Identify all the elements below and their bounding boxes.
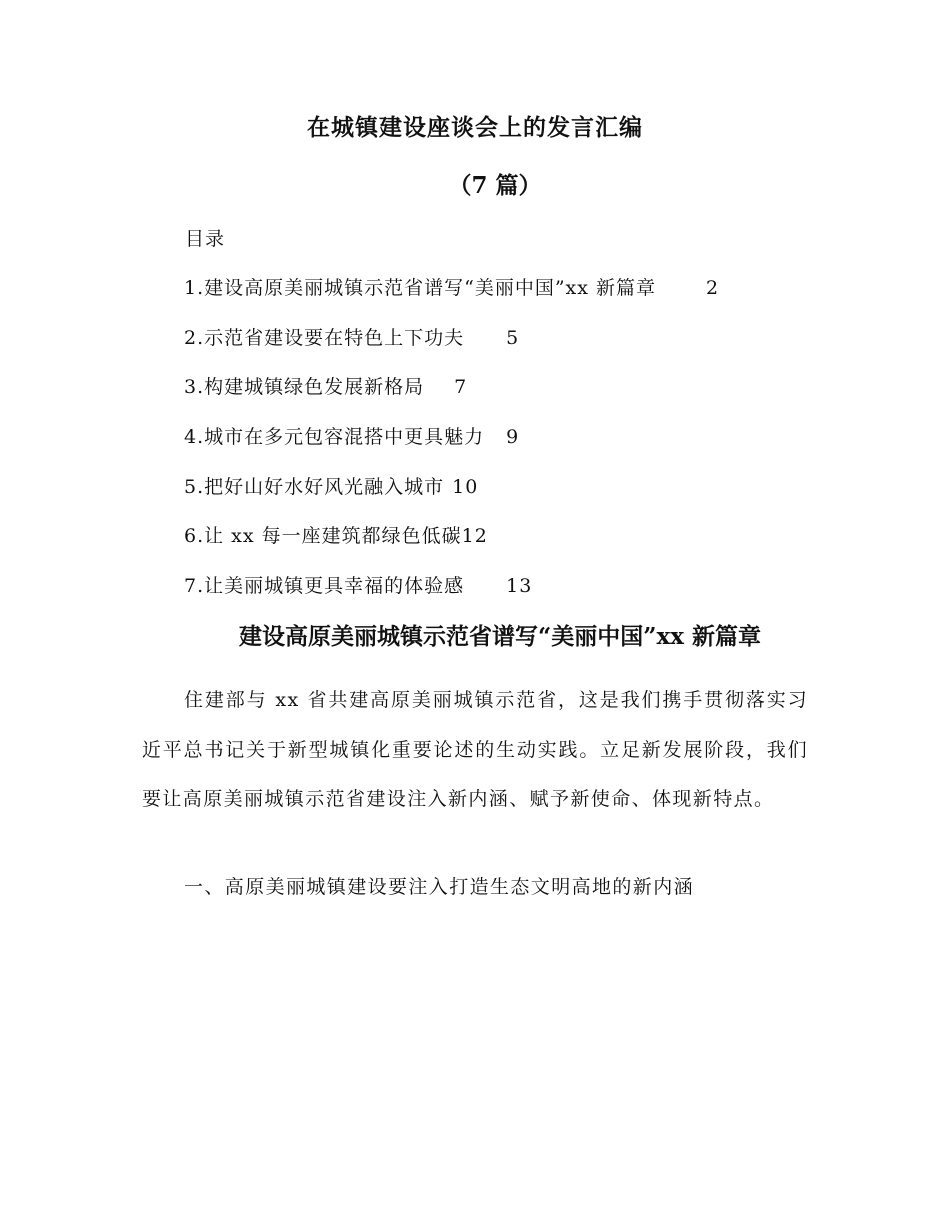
- toc-entry-title: 3.构建城镇绿色发展新格局: [184, 376, 425, 399]
- toc-entry-6: [184, 522, 719, 572]
- toc-entry-2: [184, 324, 719, 374]
- table-of-contents: [184, 274, 719, 622]
- document-subtitle: （7 篇）: [448, 172, 542, 199]
- toc-entry-4: [184, 423, 719, 473]
- toc-entry-page: 10: [452, 475, 479, 498]
- toc-entry-title: 2.示范省建设要在特色上下功夫: [184, 326, 465, 349]
- toc-entry-title: 5.把好山好水好风光融入城市: [184, 475, 445, 498]
- toc-entry-title: 4.城市在多元包容混搭中更具魅力: [184, 426, 485, 449]
- section-heading: 建设高原美丽城镇示范省谱写“美丽中国”xx 新篇章: [239, 623, 761, 650]
- toc-entry-title: 6.让 xx 每一座建筑都绿色低碳: [184, 525, 462, 548]
- toc-entry-page: 12: [461, 525, 488, 548]
- toc-entry-title: 7.让美丽城镇更具幸福的体验感: [184, 575, 465, 598]
- toc-entry-3: [184, 373, 719, 423]
- body-paragraph: 住建部与 xx 省共建高原美丽城镇示范省，这是我们携手贯彻落实习近平总书记关于新型城镇化重要论述的生动实践。立足新发展阶段，我们要让高原美丽城镇示范省建设注入新内涵、赋予新使命、体现新特点。: [142, 689, 808, 811]
- toc-entry-title: 1.建设高原美丽城镇示范省谱写“美丽中国”xx 新篇章: [184, 277, 657, 299]
- toc-entry-page: 5: [506, 326, 520, 349]
- toc-heading: 目录: [185, 228, 226, 250]
- document-title: 在城镇建设座谈会上的发言汇编: [307, 114, 643, 141]
- toc-entry-page: 7: [454, 376, 468, 399]
- toc-entry-page: 13: [506, 575, 533, 598]
- toc-entry-7: [184, 572, 719, 622]
- toc-entry-page: 2: [706, 277, 720, 299]
- toc-entry-5: [184, 473, 719, 523]
- toc-entry-page: 9: [506, 426, 520, 449]
- toc-entry-1: [184, 274, 719, 324]
- subsection-heading: 一、高原美丽城镇建设要注入打造生态文明高地的新内涵: [184, 876, 695, 898]
